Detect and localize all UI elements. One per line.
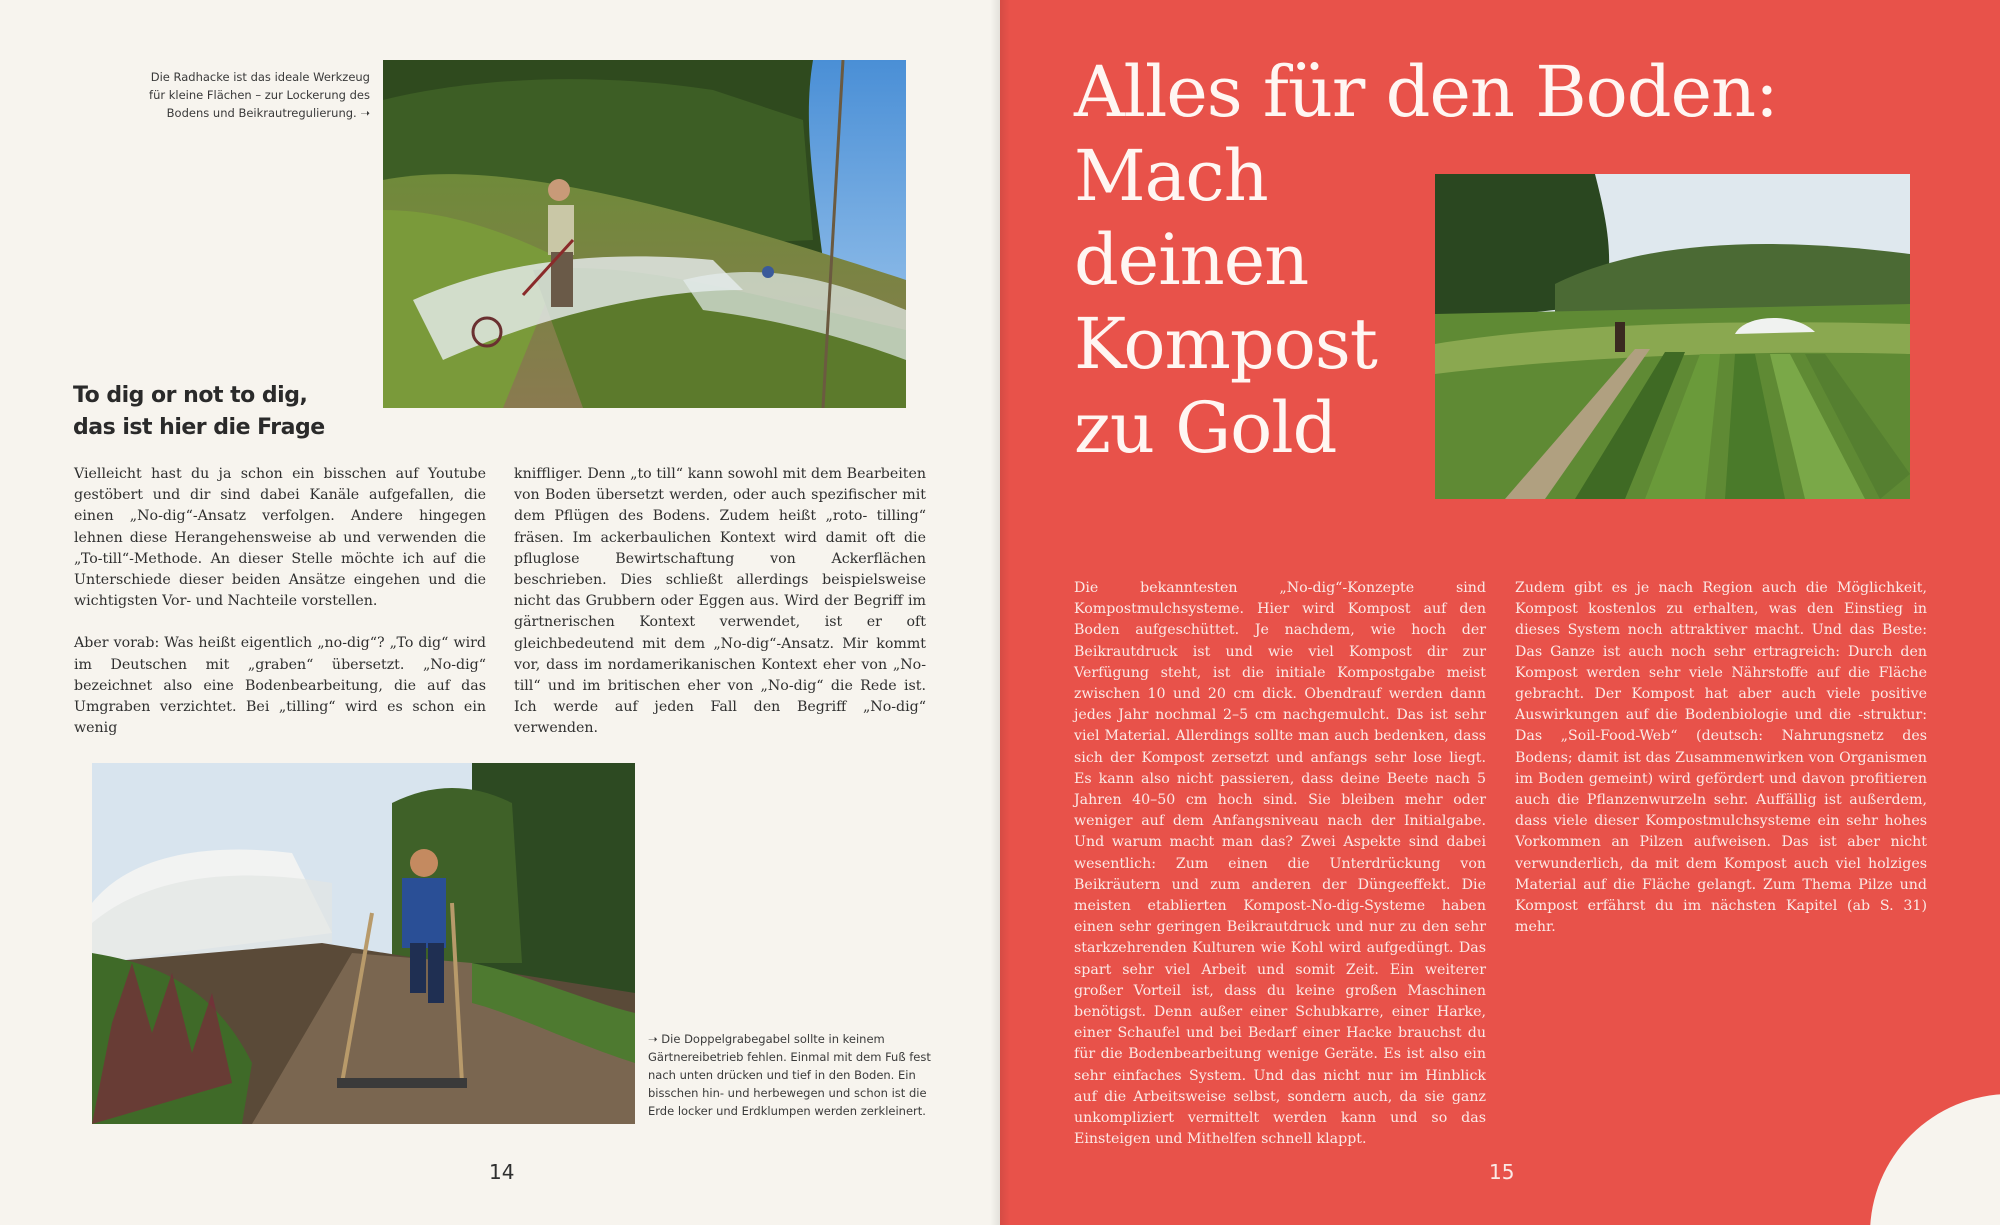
page-title: Alles für den Boden: xyxy=(1074,51,1778,133)
caption-bottom-line: bisschen hin- und herbewegen und schon ist die xyxy=(648,1086,927,1100)
book-gutter xyxy=(990,0,1010,1225)
caption-bottom xyxy=(648,1030,948,1120)
title-line: Kompost xyxy=(1074,303,1377,385)
right-column-2 xyxy=(1515,578,1927,959)
photo-wheel-hoe xyxy=(383,60,906,408)
paragraph: Die bekanntesten „No-dig“-Konzepte sind Kompostmulchsysteme. Hier wird Kompost auf den Boden aufgeschüttet. Je nachdem, wie hoch der Beikrautdruck ist und wie viel Kompost dir zur Verfügung steht, ist die initiale Kompostgabe meist zwischen 10 und 20 cm dick. Obendrauf werden dann jedes Jahr nochmal 2–5 cm nachgemulcht. Das ist sehr viel Material. Allerdings sollte man auch bedenken, dass sich der Kompost zersetzt und anfangs sehr lose liegt. Es kann also nicht passieren, dass deine Beete nach 5 Jahren 40–50 cm hoch sind. Sie bleiben mehr oder weniger auf dem Anfangsniveau nach der Initialgabe. Und warum macht man das? Zwei Aspekte sind dabei wesentlich: Zum einen die Unterdrückung von Beikräutern und zum anderen der Düngeeffekt. Die meisten etablierten Kompost-No-dig-Systeme haben einen sehr geringen Beikrautdruck und nur zu den sehr starkzehrenden Kulturen wie Kohl wird aufgedüngt. Das spart sehr viel Arbeit und somit Zeit. Ein weiterer großer Vorteil ist, dass du keine großen Maschinen benötigst. Denn außer einer Schubkarre, einer Harke, einer Schaufel und bei Bedarf einer Hacke brauchst du für die Bodenbearbeitung wenige Geräte. Es ist also ein sehr einfaches System. Und das nicht nur im Hinblick auf die Arbeitsweise selbst, sondern auch, da sie ganz unkompliziert vermittelt werden kann und so das Einsteigen und Mithelfen schnell klappt. xyxy=(1074,580,1486,1148)
left-column-2 xyxy=(514,464,926,761)
caption-bottom-line: ➝ Die Doppelgrabegabel sollte in keinem xyxy=(648,1032,885,1046)
left-column-1 xyxy=(74,464,486,760)
paragraph: Aber vorab: Was heißt eigentlich „no-dig“? „To dig“ wird im Deutschen mit „graben“ übersetzt. „No-dig“ bezeichnet also eine Bodenbearbeitung, die auf das Umgraben verzichtet. Bei „tilling“ wird es schon ein wenig xyxy=(74,635,486,737)
caption-top-line: Die Radhacke ist das ideale Werkzeug xyxy=(150,70,370,84)
caption-bottom-line: nach unten drücken und tief in den Boden. Ein xyxy=(648,1068,916,1082)
section-heading xyxy=(73,380,373,444)
page-number-left: 14 xyxy=(489,1160,515,1184)
caption-top-line: für kleine Flächen – zur Lockerung des xyxy=(149,88,370,102)
paragraph: Zudem gibt es je nach Region auch die Möglichkeit, Kompost kostenlos zu erhalten, was den Einstieg in dieses System noch attraktiver macht. Und das Beste: Das Ganze ist auch noch sehr ertragreich: Durch den Kompost werden sehr viele Nährstoffe auf die Fläche gebracht. Der Kompost hat aber auch viele positive Auswirkungen auf die Bodenbiologie und die -struktur: Das „Soil-Food-Web“ (deutsch: Nahrungsnetz des Bodens; damit ist das Zusammenwirken von Organismen im Boden gemeint) wird gefördert und davon profitieren auch die Pflanzenwurzeln sehr. Auffällig ist außerdem, dass viele dieser Kompostmulchsysteme ein sehr hohes Vorkommen an Pilzen aufweisen. Das ist aber nicht verwunderlich, da mit dem Kompost auch viel holziges Material auf die Fläche gelangt. Zum Thema Pilze und Kompost erfährst du im nächsten Kapitel (ab S. 31) mehr. xyxy=(1515,580,1927,936)
paragraph: Vielleicht hast du ja schon ein bisschen auf Youtube gestöbert und dir sind dabei Kanäle aufgefallen, die einen „No-dig“-Ansatz verfolgen. Andere hingegen lehnen diese Herangehensweise ab und verwenden die „To-till“-Methode. An dieser Stelle möchte ich auf die Unterschiede dieser beiden Ansätze eingehen und die wichtigsten Vor- und Nachteile vorstellen. xyxy=(74,466,486,610)
caption-bottom-line: Erde locker und Erdklumpen werden zerkleinert. xyxy=(648,1104,926,1118)
page-number-right: 15 xyxy=(1489,1160,1515,1184)
caption-bottom-line: Gärtnereibetrieb fehlen. Einmal mit dem Fuß fest xyxy=(648,1050,931,1064)
caption-top-line: Bodens und Beikrautregulierung. ➝ xyxy=(166,106,370,120)
photo-market-garden xyxy=(1435,174,1910,499)
title-line: Mach xyxy=(1074,135,1268,217)
caption-top xyxy=(130,68,370,122)
heading-line: das ist hier die Frage xyxy=(73,415,325,440)
paragraph: kniffliger. Denn „to till“ kann sowohl mit dem Bearbeiten von Boden übersetzt werden, oder auch spezifischer mit dem Pflügen des Bodens. Zudem heißt „roto- tilling“ fräsen. Im ackerbaulichen Kontext wird damit oft die pfluglose Bewirtschaftung von Ackerflächen beschrieben. Dies schließt allerdings beispielsweise nicht das Grubbern oder Eggen aus. Wird der Begriff im gärtnerischen Kontext verwendet, ist er oft gleichbedeutend mit dem „No-dig“-Ansatz. Mir kommt vor, dass im nordamerikanischen Kontext eher von „No-till“ und im britischen eher von „No-dig“ die Rede ist. Ich werde auf jeden Fall den Begriff „No-dig“ verwenden. xyxy=(514,466,926,737)
title-line: zu Gold xyxy=(1074,387,1337,469)
title-line: deinen xyxy=(1074,219,1309,301)
photo-digging-fork xyxy=(92,763,635,1124)
heading-line: To dig or not to dig, xyxy=(73,383,308,408)
right-column-1 xyxy=(1074,578,1486,1171)
corner-decoration xyxy=(1870,1094,2000,1225)
page-title-continued xyxy=(1074,134,1394,470)
right-page xyxy=(1000,0,2000,1225)
